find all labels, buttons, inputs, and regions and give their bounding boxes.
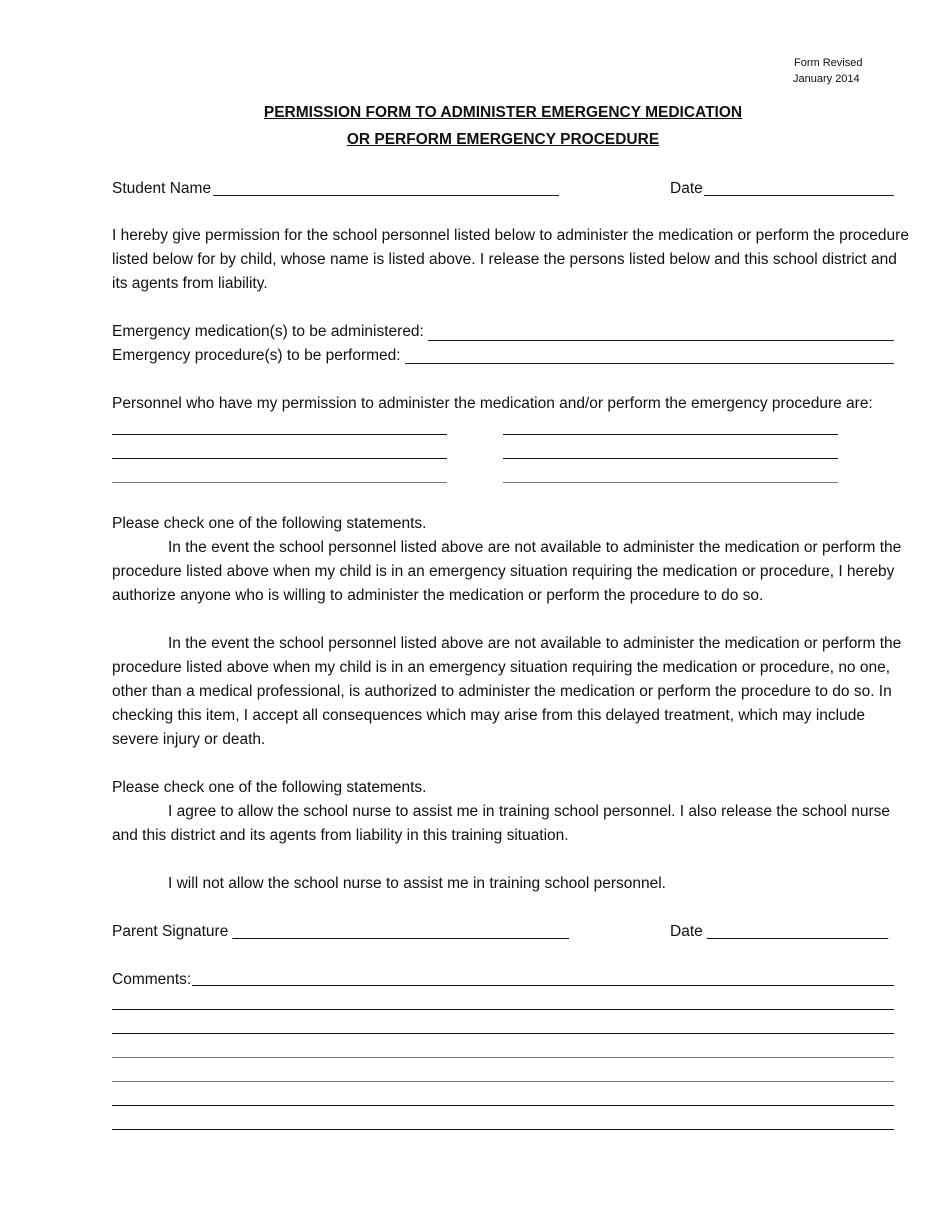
statement-2a[interactable]: I agree to allow the school nurse to assist me in training school personnel. I also release the school nurse and this district and its agents from liability in this training situation. <box>112 803 891 844</box>
statement-1a[interactable]: In the event the school personnel listed above are not available to administer the medication or perform the procedure listed above when my child is in an emergency situation requiring the medication or procedure, I hereby authorize anyone who is willing to administer the medication or perform the procedure to do so. <box>112 539 902 604</box>
parent-signature-field[interactable]: Parent Signature _______________________________________ <box>112 923 569 940</box>
personnel-field-2[interactable] <box>503 434 838 435</box>
form-title-line1: PERMISSION FORM TO ADMINISTER EMERGENCY MEDICATION <box>263 104 743 121</box>
statement-1b[interactable]: In the event the school personnel listed above are not available to administer the medication or perform the procedure listed above when my child is in an emergency situation requiring the medication or procedure, no one, other than a medical professional, is authorized to administer the medication or perform the procedure to do so. In checking this item, I accept all consequences which may arise from this delayed treatment, which may include severe injury or death. <box>112 635 902 748</box>
comments-line-4[interactable] <box>112 1057 894 1058</box>
form-revised-note <box>793 55 862 87</box>
personnel-field-5[interactable] <box>112 482 447 483</box>
parent-date-field[interactable]: Date _____________________ <box>670 923 889 940</box>
medication-label: Emergency medication(s) to be administered: <box>112 323 424 340</box>
student-name-label: Student Name <box>112 180 212 197</box>
form-title-line2: OR PERFORM EMERGENCY PROCEDURE <box>346 131 660 148</box>
procedure-field[interactable] <box>405 363 894 364</box>
personnel-field-4[interactable] <box>503 458 838 459</box>
personnel-label: Personnel who have my permission to administer the medication and/or perform the emergency procedure are: <box>112 395 873 412</box>
personnel-field-3[interactable] <box>112 458 447 459</box>
comments-line-3[interactable] <box>112 1033 894 1034</box>
comments-line-1[interactable] <box>192 985 894 986</box>
permission-paragraph: I hereby give permission for the school personnel listed below to administer the medication or perform the procedure listed below for by child, whose name is listed above. I release the persons listed below and this school district and its agents from liability. <box>112 227 909 292</box>
comments-line-5[interactable] <box>112 1081 894 1082</box>
procedure-label: Emergency procedure(s) to be performed: <box>112 347 401 364</box>
comments-label: Comments: <box>112 971 192 988</box>
statement-2b[interactable]: I will not allow the school nurse to assist me in training school personnel. <box>168 875 666 892</box>
student-name-field[interactable] <box>213 195 559 196</box>
form-revised-line1: Form Revised <box>794 57 863 69</box>
form-title <box>28 102 950 151</box>
form-revised-line2: January 2014 <box>793 73 860 85</box>
comments-line-2[interactable] <box>112 1009 894 1010</box>
check-label-2: Please check one of the following statements. <box>112 779 427 796</box>
comments-line-7[interactable] <box>112 1129 894 1130</box>
personnel-field-1[interactable] <box>112 434 447 435</box>
personnel-field-6[interactable] <box>503 482 838 483</box>
date-field[interactable] <box>704 195 894 196</box>
check-label-1: Please check one of the following statements. <box>112 515 427 532</box>
date-label: Date <box>670 180 703 197</box>
medication-field[interactable] <box>428 340 894 341</box>
comments-line-6[interactable] <box>112 1105 894 1106</box>
